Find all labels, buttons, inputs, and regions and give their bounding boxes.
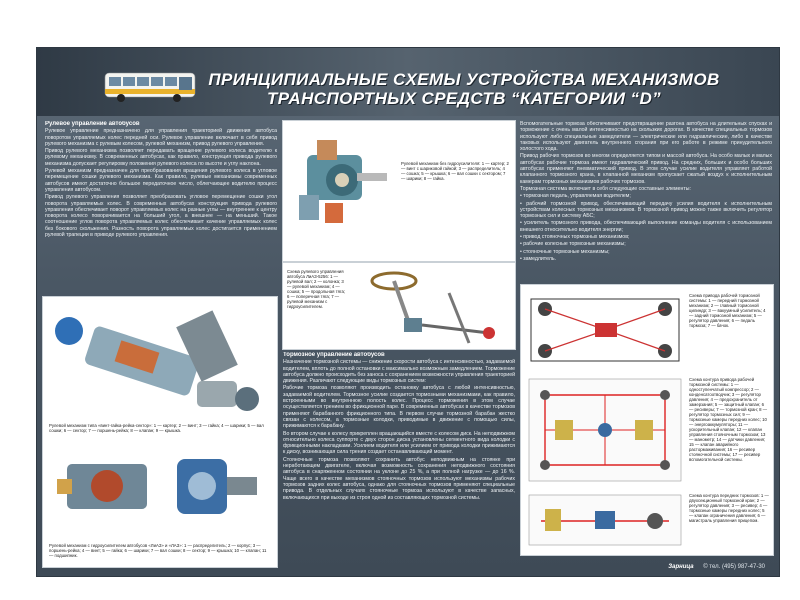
steering-text <box>45 121 277 291</box>
publisher-contacts: © тел. (495) 987-47-30 <box>703 564 765 570</box>
header-band <box>37 48 779 116</box>
title-line-1: ПРИНЦИПИАЛЬНЫЕ СХЕМЫ УСТРОЙСТВА МЕХАНИЗМОВ <box>208 70 720 89</box>
brake-pneumatic-diagram <box>525 375 685 485</box>
list-item: • рабочий тормозной привод, обеспечивающий передачу усилия водителя к исполнительным устройствам колесных тормозных механизмов. В тормозной привод можно также включить регулятор тормозных сил и систему АБС; <box>520 200 772 220</box>
aux-paragraph: Вспомогательные тормоза обеспечивают предотвращение разгона автобуса на длительных спусках и торможение с очень малой интенсивностью на скользких дорогах. В качестве специальных тормозов используют либо специальные замедлители — электрические или гидравлические, либо в качестве таковых используют двигатель внутреннего сгорания при его работе в режиме принудительного холостого хода. <box>520 121 772 153</box>
brake-diagram-panel <box>520 284 774 556</box>
brake-pneumatic-caption: Схема контура привода рабочей тормозной системы: 1 — одноступенчатый компрессор; 2 — конденсатоотводчик; 3 — регулятор давления; 4 — предохранитель от замерзания; 5 — защитный клапан; 6 — ресиверы; 7 — тормозной кран; 8 — регулятор тормозных сил; 9 — тормозные камеры передних колес; 10 — энергоаккумуляторы; 11 — ускорительный клапан; 12 — клапан управления стояночным тормозом; 13 — манометр; 14 — датчики давления; 15 — клапан аварийного растормаживания; 16 — ресивер стояночной системы; 17 — ресивер вспомогательной системы. <box>689 377 768 462</box>
publisher-brand: Зарница <box>668 564 694 570</box>
aux-paragraph: Привод рабочих тормозов во многом определяется типом и массой автобуса. На особо малых и малых автобусах рабочие тормоза имеют гидравлический привод. На средних, больших и особо больших автобусах применяют пневматический привод. В этом случае усилие водителя управляет работой клапанного тормозного крана, в клапанной механизм пропускает сжатый воздух к исполнительным камерам тормозных механизмов рабочих тормозов. <box>520 153 772 185</box>
poster <box>37 48 779 576</box>
brakes-text <box>283 352 515 570</box>
steering-paragraph: Привод рулевого управления позволяет преобразовать угловое перемещение сошки угол поворота управляемых колес. В современных автобусах конструкция привода рулевого управления обеспечивает поворот управляемых колес на разные углы — внутреннее к центру поворота колесо поворачивается на больший угол, а внешнее — на меньший. Такое соотношение углов поворота управляемых колес обеспечивает качение управляемых колес без бокового скольжения. Разность поворота управляемых колес достигается применением рулевой трапеции в приводе рулевого управления. <box>45 194 277 239</box>
list-item: • замедлитель. <box>520 255 557 262</box>
list-item: • усилитель тормозного привода, обеспечивающий выполнение команды водителя с использованием внешнего относительно водителя энергии; <box>520 220 772 233</box>
footer <box>668 564 765 570</box>
brake-hydraulic-diagram <box>525 289 685 371</box>
brake-front-circuit-diagram <box>525 491 685 549</box>
steering-column-panel <box>282 262 516 350</box>
title-line-2: ТРАНСПОРТНЫХ СРЕДСТВ “КАТЕГОРИИ “D” <box>266 89 662 108</box>
steering-paragraph: Привод рулевого механизма позволяет передавать вращение рулевого колеса водителю к рулевому механизму. В современных автобусах, как правило, конструкция привода рулевого механизма допускает регулировку положения рулевого колеса по высоте и углу наклона. <box>45 148 277 167</box>
brakes-paragraph: Во втором случае к колесу прикреплен вращающийся вместе с колесом диск. На неподвижном относительно колеса суппорте с двух сторон диска установлены сегментного вида колодки с фрикционными накладками. Усилием водителя или усилием от привода колодки прижимаются к диску, возникающая сила трения создает останавливающий момент. <box>283 430 515 456</box>
steering-gear-drawing <box>287 125 397 235</box>
brake-hydraulic-caption: Схема привода рабочей тормозной системы: 1 — передний тормозной механизм; 2 — главный тормозной цилиндр; 3 — вакуумный усилитель; 4 — задний тормозной механизм; 5 — регулятор давления; 6 — педаль тормоза; 7 — бачок. <box>689 293 766 328</box>
steering-column-drawing <box>349 263 509 347</box>
steering-cutaway-caption: Рулевой механизм с гидроусилителем автобусов «ЛиАЗ» и «ЛАЗ»: 1 — распределитель; 2 — корпус; 3 — поршень-рейка; 4 — винт; 5 — гайка; 6 — шарики; 7 — вал сошки; 8 — сектор; 9 — крышка; 10 — клапан; 11 — подшипник. <box>49 543 267 558</box>
brakes-heading: Тормозное управление автобусов <box>283 352 385 358</box>
steering-gear-caption: Рулевой механизм без гидроусилителя: 1 — картер; 2 — винт с шариковой гайкой; 3 — распределитель; 4 — сошка; 5 — крышка; 6 — вал сошки с сектором; 7 — шарики; 8 — гайка. <box>401 161 509 181</box>
steering-paragraph: Рулевое управление предназначено для управления траекторией движения автобуса поворотом управляемых колес передней оси. Рулевое управление включает в себя привод рулевого механизма с рулевым колесом, рулевой механизм, привод рулевого управления. <box>45 128 277 147</box>
steering-hydraulic-drawing <box>47 301 273 421</box>
steering-mechanism-panel <box>282 120 516 262</box>
brake-front-circuit-caption: Схема контура передних тормозов: 1 — двухсекционный тормозной кран; 2 — регулятор давления; 3 — ресивер; 4 — тормозные камеры передних колес; 5 — клапан ограничения давления; 6 — магистраль управления прицепом. <box>689 493 769 523</box>
brakes-paragraph: Рабочие тормоза позволяют производить остановку автобуса с любой интенсивностью, задаваемой водителем. Тормозное усилие создается тормозными механизмами, как правило, встроенными во внутреннюю полость колес. Процесс торможения в этом случае осуществляется трением во фрикционной паре. В современных автобусах в качестве тормозов применяют барабанного фрикционного типа. В первом случае тормозной барабан жестко связан с колесом, а тормозные колодки, приводимые в движение с помощью силы, прижимаются к барабану. <box>283 385 515 430</box>
list-item: • рабочие колесные тормозные механизмы; <box>520 241 626 248</box>
aux-paragraph: Тормозная система включает в себя следующие составные элементы: <box>520 185 691 192</box>
list-item: • тормозная педаль, управляемая водителем; <box>520 193 631 200</box>
steering-hydraulic-panel <box>42 296 278 568</box>
steering-column-caption: Схема рулевого управления автобуса ЛиАЗ-5256: 1 — рулевой вал; 2 — колонка; 3 — рулевой механизм; 4 — сошка; 5 — продольная тяга; 6 — поперечная тяга; 7 — рулевой механизм с гидроусилителем. <box>287 269 346 309</box>
list-item: • привод стояночных тормозных механизмов; <box>520 234 630 241</box>
steering-hydraulic-caption: Рулевой механизм типа «винт-гайка-рейка-сектор»: 1 — картер; 2 — винт; 3 — гайка; 4 — шарики; 5 — вал сошки; 6 — сектор; 7 — поршень-рейка; 8 — клапан; 9 — крышка. <box>49 423 264 433</box>
page-title <box>169 70 759 108</box>
brakes-paragraph: Стояночные тормоза позволяют сохранить автобус неподвижным на стоянке при неработающем двигателе, включая возможность сохранения неподвижного состояния автобуса в снаряженном состоянии на уклоне до 25 %, а при полной нагрузке — до 16 %. Чаще всего в качестве механизмов стояночных тормозов используют механизмы рабочих тормозов задних колес автобуса, однако для стояночных тормозов применяют специальные привода. В отдельных случаях стояночные тормоза используют в качестве запасных, включающихся при выходе из строя одной из составляющих тормозной системы. <box>283 456 515 501</box>
brake-system-text <box>520 121 772 281</box>
brakes-paragraph: Назначение тормозной системы — снижение скорости автобуса с интенсивностью, задаваемой водителем, вплоть до полной остановки с максимально возможным замедлением. Торможение автобуса должно происходить без заноса с сохранением возможности управления траекторией движения. Различают следующие виды тормозных систем: <box>283 359 515 385</box>
steering-gear-cutaway-drawing <box>47 439 273 539</box>
steering-paragraph: Рулевой механизм предназначен для преобразования вращения рулевого колеса в угловое перемещение сошки рулевого механизма. Как правило, рулевые механизмы современных автобусов имеют достаточно большое передаточное число, облегчающее водителю процесс управления автобусом. <box>45 168 277 193</box>
list-item: • стояночные тормозные механизмы; <box>520 248 610 255</box>
steering-heading: Рулевое управление автобусов <box>45 121 140 127</box>
